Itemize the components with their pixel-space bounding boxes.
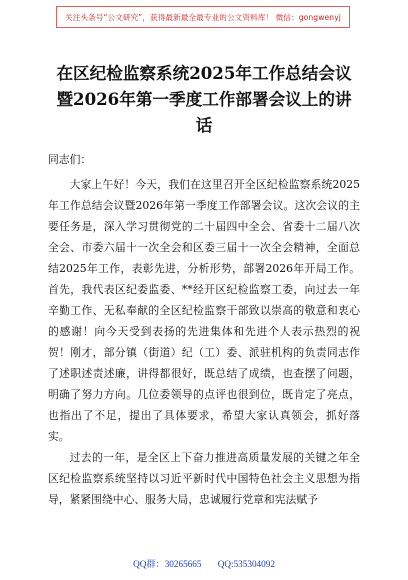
header-notice-box — [56, 6, 350, 28]
document-body — [48, 174, 360, 510]
body-paragraph-2: 过去的一年，是全区上下奋力推进高质量发展的关键之年全区纪检监察系统坚持以习近平新时代中国特色社会主义思想为指导，紧紧围绕中心、服务大局，忠诚履行党章和宪法赋予 — [48, 451, 360, 506]
header-notice-text: 关注头条号“公文研究”，获得最新最全最专业的公文资料库！ 微信：gongwenyj — [65, 12, 341, 22]
footer-qq-group: QQ群：30265665 — [133, 559, 202, 569]
title-line-3: 话 — [195, 115, 213, 135]
footer-qq-number: QQ:535304092 — [217, 559, 275, 569]
title-line-2: 暨2026年第一季度工作部署会议上的讲 — [56, 89, 352, 109]
salutation: 同志们： — [48, 153, 92, 166]
footer-contact — [0, 556, 408, 570]
document-title — [30, 60, 378, 138]
body-paragraph-1: 大家上午好！今天，我们在这里召开全区纪检监察系统2025年工作总结会议暨2026年第一季度工作部署会议。这次会议的主要任务是，深入学习贯彻党的二十届四中全会、省委十二届八次全会、市委六届十一次全会和区委三届十一次全会精神，全面总结2025年工作，表彰先进，分析形势，部署2026年开局工作。首先，我代表区纪委监委、**经开区纪检监察工委，向过去一年辛勤工作、无私奉献的全区纪检监察干部致以崇高的敬意和衷心的感谢！向今天受到表扬的先进集体和先进个人表示热烈的祝贺！刚才，部分镇（街道）纪（工）委、派驻机构的负责同志作了述职述责述廉，讲得都很好，既总结了成绩，也查摆了问题，明确了努力方向。几位委领导的点评也很到位，既肯定了亮点，也指出了不足，提出了具体要求，希望大家认真领会，抓好落实。 — [48, 178, 360, 443]
title-line-1: 在区纪检监察系统2025年工作总结会议 — [56, 63, 352, 83]
